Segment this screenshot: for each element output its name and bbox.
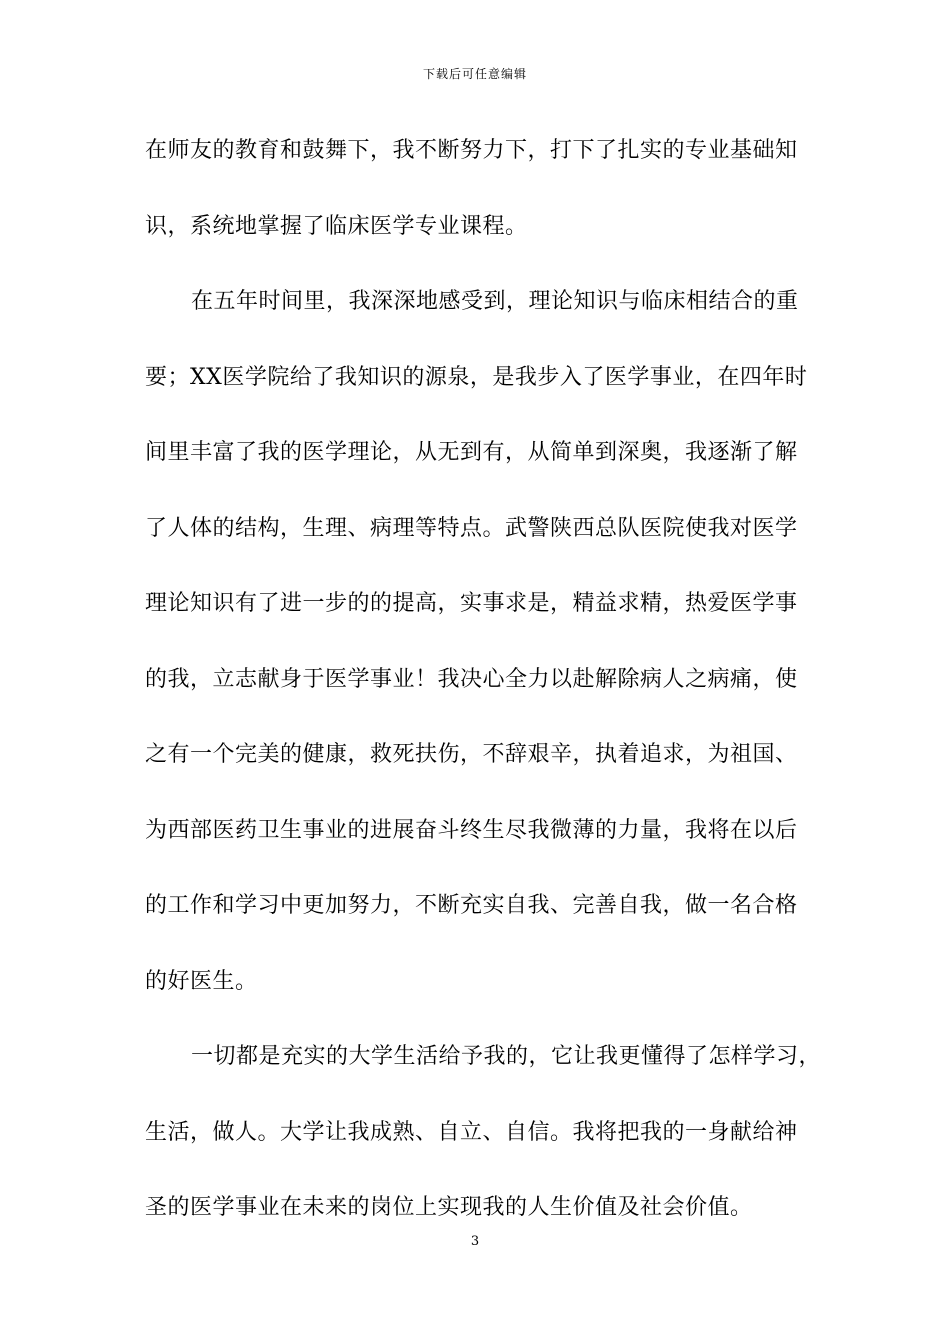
paragraph-2-line-6: 的我，立志献身于医学事业！我决心全力以赴解除病人之病痛，使 bbox=[145, 666, 798, 692]
paragraph-2-line-4: 了人体的结构，生理、病理等特点。武警陕西总队医院使我对医学 bbox=[145, 515, 798, 541]
paragraph-2-line-1: 在五年时间里，我深深地感受到，理论知识与临床相结合的重 bbox=[191, 289, 799, 314]
paragraph-1-line-2: 识，系统地掌握了临床医学专业课程。 bbox=[145, 213, 528, 239]
page-header: 下载后可任意编辑 bbox=[422, 67, 527, 81]
paragraph-2-line-2: 要；XX医学院给了我知识的源泉，是我步入了医学事业，在四年时 bbox=[145, 364, 808, 390]
document-body bbox=[145, 131, 822, 1264]
paragraph-2-line-10: 的好医生。 bbox=[145, 968, 258, 994]
paragraph-2-line-7: 之有一个完美的健康，救死扶伤，不辞艰辛，执着追求，为祖国、 bbox=[145, 742, 798, 767]
paragraph-3-line-1: 一切都是充实的大学生活给予我的，它让我更懂得了怎样学习， bbox=[191, 1044, 822, 1069]
paragraph-3-line-3: 圣的医学事业在未来的岗位上实现我的人生价值及社会价值。 bbox=[145, 1195, 753, 1220]
paragraph-1-line-1: 在师友的教育和鼓舞下，我不断努力下，打下了扎实的专业基础知 bbox=[145, 138, 798, 163]
page-number: 3 bbox=[470, 1234, 480, 1249]
paragraph-3-line-2: 生活，做人。大学让我成熟、自立、自信。我将把我的一身献给神 bbox=[145, 1119, 798, 1145]
paragraph-2-line-5: 理论知识有了进一步的的提高，实事求是，精益求精，热爱医学事 bbox=[145, 591, 798, 616]
paragraph-2-line-3: 间里丰富了我的医学理论，从无到有，从简单到深奥，我逐渐了解 bbox=[145, 440, 798, 465]
paragraph-2-line-9: 的工作和学习中更加努力，不断充实自我、完善自我，做一名合格 bbox=[145, 893, 798, 918]
paragraph-2-line-8: 为西部医药卫生事业的进展奋斗终生尽我微薄的力量，我将在以后 bbox=[145, 817, 798, 843]
